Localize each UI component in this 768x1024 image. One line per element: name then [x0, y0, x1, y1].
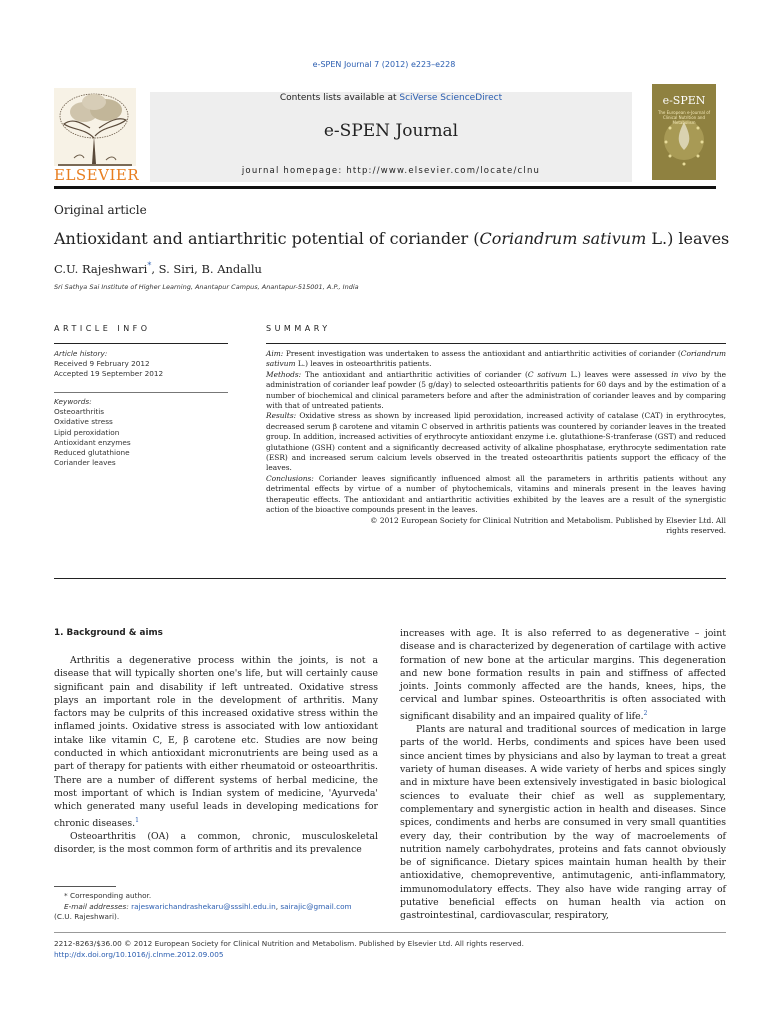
body-right-column — [400, 627, 726, 923]
body-paragraph: Osteoarthritis (OA) a common, chronic, musculoskeletal disorder, is the most common form of arthritis and its prevalence — [54, 830, 378, 856]
footnote-rule — [54, 886, 116, 887]
other-authors[interactable]: , S. Siri, B. Andallu — [151, 261, 262, 276]
email-separator: , — [275, 901, 281, 911]
keyword: Lipid peroxidation — [54, 427, 120, 437]
abstract-methods — [266, 370, 726, 412]
contents-prefix: Contents lists available at — [279, 93, 400, 103]
aim-label: Aim: — [266, 349, 284, 358]
section-heading: 1. Background & aims — [54, 628, 163, 638]
conclusions-text: Coriander leaves significantly influenced almost all the parameters in arthritis patients without any detrimental effects by virtue of a number of phytochemicals, vitamins and minerals present in the leaves having therapeutic effects. The antioxidant and antiarthritic activities exhibited by the leaves are a result of the synergistic action of the bioactive compounds present in the leaves. — [266, 473, 726, 515]
accepted-date: Accepted 19 September 2012 — [54, 369, 164, 379]
title-species: Coriandrum sativum — [479, 229, 647, 248]
received-date: Received 9 February 2012 — [54, 359, 150, 369]
footnote-name: (C.U. Rajeshwari). — [54, 912, 120, 921]
title-part-2: L.) leaves — [646, 229, 730, 248]
keyword: Coriander leaves — [54, 458, 116, 468]
abstract-conclusions — [266, 474, 726, 516]
title-part-1: Antioxidant and antiarthritic potential of coriander ( — [54, 229, 480, 248]
email-link-2[interactable]: sairajic@gmail.com — [280, 901, 352, 911]
keywords-rule — [54, 392, 228, 393]
methods-italic-2: in vivo — [671, 369, 698, 379]
page-footer — [54, 938, 734, 960]
abstract-rule-bottom — [54, 578, 726, 579]
history-label: Article history: — [54, 349, 108, 358]
author-1[interactable]: C.U. Rajeshwari — [54, 261, 148, 276]
aim-text-a: Present investigation was undertaken to assess the antioxidant and antiarthritic activities of coriander ( — [283, 349, 681, 358]
aim-italic: Coriandrum sativum — [266, 349, 726, 369]
keywords-label: Keywords: — [54, 397, 92, 406]
aim-text-b: L.) leaves in osteoarthritis patients. — [295, 359, 432, 369]
doi-link[interactable]: http://dx.doi.org/10.1016/j.clnme.2012.09.005 — [54, 950, 224, 959]
article-info-heading: ARTICLE INFO — [54, 324, 151, 333]
abstract — [266, 349, 726, 536]
email-link-1[interactable]: rajeswarichandrashekaru@sssihl.edu.in — [131, 901, 276, 911]
cover-title: e-SPEN — [662, 94, 706, 107]
keywords — [54, 397, 228, 468]
keyword: Reduced glutathione — [54, 448, 130, 458]
article-history — [54, 349, 228, 380]
affiliation: Sri Sathya Sai Institute of Higher Learning, Anantapur Campus, Anantapur-515001, A.P., India — [54, 283, 359, 291]
abstract-copyright: © 2012 European Society for Clinical Nutrition and Metabolism. Published by Elsevier Ltd. All rights reserved. — [370, 515, 726, 535]
keyword: Osteoarthritis — [54, 407, 105, 417]
body-paragraph — [400, 627, 726, 723]
article-type: Original article — [54, 203, 147, 217]
methods-italic-1: C sativum — [527, 369, 567, 379]
keyword: Oxidative stress — [54, 417, 113, 427]
article-title — [54, 229, 734, 248]
body-left-column — [54, 654, 378, 857]
footnote — [54, 891, 384, 923]
article-info-rule — [54, 343, 228, 344]
cover-subtitle: The European e-Journal of Clinical Nutrition and Metabolism — [657, 110, 711, 125]
homepage-prefix: journal homepage: — [241, 166, 347, 176]
methods-c: by the administration of coriander leaf powder (5 g/day) to selected osteoarthritis patients for 60 days and by the estimation of a number of biochemical and clinical parameters before and after the administration of coriander leaves and by comparing with that of untreated patients. — [266, 369, 727, 411]
body-paragraph — [54, 654, 378, 830]
paragraph-text: Arthritis a degenerative process within the joints, is not a disease that will typically shorten one's life, but will certainly cause significant pain and disability if left untreated. Oxidative stress plays an important role in the development of arthritis. Many factors may be culprits of this increased oxidative stress within the inflamed joints. Oxidative stress is associated with low antioxidant intake like vitamin C, E, β carotene etc. Studies are now being conducted in which antioxidant micronutrients are being used as a part of therapy for patients with either rheumatoid or osteoarthritis. There are a number of different systems of herbal medicine, the most important of which is Indian system of medicine, 'Ayurveda' which generated many useful leads in developing medications for chronic diseases. — [54, 655, 378, 829]
email-label: E-mail addresses: — [64, 901, 132, 911]
elsevier-wordmark: ELSEVIER — [54, 166, 140, 184]
reference-link[interactable]: 1 — [135, 816, 139, 824]
keyword: Antioxidant enzymes — [54, 437, 131, 447]
homepage-link[interactable]: http://www.elsevier.com/locate/clnu — [346, 166, 541, 176]
author-list — [54, 261, 262, 276]
journal-citation[interactable]: e-SPEN Journal 7 (2012) e223–e228 — [312, 60, 456, 69]
conclusions-label: Conclusions: — [266, 473, 314, 483]
corresponding-author: Corresponding author. — [67, 891, 152, 900]
abstract-results — [266, 411, 726, 473]
sciencedirect-link[interactable]: SciVerse ScienceDirect — [399, 93, 503, 103]
methods-label: Methods: — [266, 369, 302, 379]
footnote-mark: * — [64, 891, 68, 900]
body-paragraph: Plants are natural and traditional sources of medication in large parts of the world. Herbs, condiments and spices have been used since ancient times by physicians and also by layman to treat a great variety of human diseases. A wide variety of herbs and spices singly and in mixture have been extensively investigated in basic biological sciences to evaluate their chief as well as supplementary, complementary and synergistic action in health and diseases. Since spices, condiments and herbs are consumed in very small quantities every day, their contribution by the way of macroelements of nutrition namely carbohydrates, proteins and fats cannot obviously be of significance. Dietary spices maintain human health by their antioxidative, chemopreventive, antimutagenic, anti-inflammatory, immunomodulatory effects. They also have wide ranging array of putative beneficial effects on human health via action on gastrointestinal, cardiovascular, respiratory, — [400, 724, 726, 922]
summary-heading: SUMMARY — [266, 324, 331, 333]
results-text: Oxidative stress as shown by increased lipid peroxidation, increased activity of catalase (CAT) in erythrocytes, decreased serum β carotene and vitamin C observed in arthritis patients was countered by coriander leaves in the treated group. In addition, increased activities of erythrocyte antioxidant enzyme i.e. glutathione-S-tranferase (GST) and reduced glutathione (GSH) content and a significantly decreased activity of alkaline phosphatase, erythrocyte sedimentation rate (ESR) and increased serum calcium levels observed in the treated osteoarthritis patients support the efficacy of the leaves. — [266, 411, 726, 473]
journal-title: e-SPEN Journal — [323, 121, 459, 141]
journal-homepage — [150, 166, 632, 176]
summary-rule-top — [266, 343, 726, 344]
reference-link[interactable]: 2 — [643, 709, 648, 717]
methods-a: The antioxidant and antiarthritic activities of coriander ( — [301, 369, 528, 379]
issn-copyright: 2212-8263/$36.00 © 2012 European Society for Clinical Nutrition and Metabolism. Published by Elsevier Ltd. All rights reserved. — [54, 939, 524, 948]
results-label: Results: — [266, 411, 297, 421]
contents-line — [150, 93, 632, 103]
header-rule — [54, 186, 716, 189]
corresponding-mark[interactable]: * — [147, 261, 152, 270]
paragraph-text: increases with age. It is also referred to as degenerative – joint disease and is characterized by degeneration of cartilage with active formation of new bone at the articular margins. This degeneration and new bone formation results in pain and stiffness of affected joints. Joints commonly affected are the hands, knees, hips, the cervical and lumbar spines. Osteoarthritis is often associated with significant disability and an impaired quality of life. — [400, 628, 726, 722]
footer-rule — [54, 932, 726, 933]
methods-b: L.) leaves were assessed — [566, 369, 672, 379]
abstract-aim — [266, 349, 726, 370]
